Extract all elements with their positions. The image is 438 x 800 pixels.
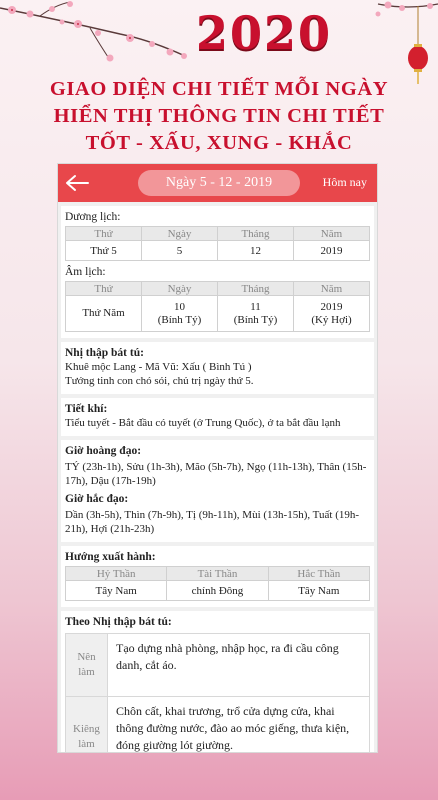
cherry-blossom-left-decoration — [0, 0, 190, 70]
date-selector-button[interactable]: Ngày 5 - 12 - 2019 — [138, 170, 300, 196]
lunar-header: Thứ — [66, 282, 142, 296]
hoang-dao-text: TÝ (23h-1h), Sửu (1h-3h), Mão (5h-7h), Ngọ (11h-13h), Thân (15h-17h), Dậu (17h-19h) — [65, 461, 367, 487]
hac-dao-text: Dần (3h-5h), Thìn (7h-9h), Tị (9h-11h), Mùi (13h-15h), Tuất (19h-21h), Hợi (21h-23h) — [65, 509, 360, 535]
solar-day: 5 — [142, 241, 218, 261]
solar-year: 2019 — [294, 241, 370, 261]
headline-line: GIAO DIỆN CHI TIẾT MỖI NGÀY — [49, 78, 389, 100]
lunar-year-value: 2019 — [320, 300, 343, 313]
tiet-khi-text: Tiểu tuyết - Bắt đầu có tuyết (ở Trung Quốc), ở ta bắt đầu lạnh — [65, 417, 341, 429]
lunar-month-value: 11 — [250, 300, 261, 313]
lunar-day-value: 10 — [174, 300, 185, 313]
lunar-month — [218, 296, 294, 332]
lunar-weekday-value: Thứ Năm — [82, 307, 125, 319]
kieng-lam-text: Chôn cất, khai trương, trổ cửa dựng cửa, khai thông đường nước, đào ao móc giếng, thưa kiện, đóng giường lót giường. — [116, 704, 350, 752]
solar-header: Ngày — [142, 227, 218, 241]
hoang-dao-title: Giờ hoàng đạo: — [65, 445, 142, 457]
lunar-header: Ngày — [142, 282, 218, 296]
lunar-month-canchi: (Bính Tý) — [233, 313, 278, 326]
huong-table — [65, 566, 370, 601]
solar-table — [65, 226, 370, 261]
lunar-weekday — [66, 296, 142, 332]
nen-lam-label-line: làm — [78, 666, 95, 678]
promo-headline — [0, 76, 438, 157]
headline-line: HIỂN THỊ THÔNG TIN CHI TIẾT — [53, 105, 385, 127]
theo-title: Theo Nhị thập bát tú: — [65, 616, 172, 628]
lunar-year-canchi: (Kỷ Hợi) — [311, 313, 352, 326]
app-screen — [57, 163, 378, 753]
huong-card — [61, 546, 374, 607]
nen-lam-row — [66, 634, 369, 696]
lunar-header: Tháng — [218, 282, 294, 296]
lunar-header: Năm — [294, 282, 370, 296]
solar-header: Tháng — [218, 227, 294, 241]
lunar-table — [65, 281, 370, 332]
headline-line: TỐT - XẤU, XUNG - KHẮC — [85, 132, 353, 154]
tai-than-value: chính Đông — [167, 581, 268, 601]
kieng-lam-label — [66, 697, 108, 753]
nhi-thap-title: Nhị thập bát tú: — [65, 347, 144, 359]
lunar-day — [142, 296, 218, 332]
nen-lam-text: Tạo dựng nhà phòng, nhập học, ra đi cầu công danh, cắt áo. — [116, 641, 339, 672]
day-detail-content[interactable] — [58, 202, 377, 753]
solar-weekday: Thứ 5 — [66, 241, 142, 261]
huong-header: Hỷ Thần — [66, 567, 167, 581]
huong-header: Tài Thần — [167, 567, 268, 581]
hac-than-value: Tây Nam — [268, 581, 369, 601]
solar-month: 12 — [218, 241, 294, 261]
nen-lam-label — [66, 634, 108, 696]
app-bar — [58, 164, 377, 202]
kieng-lam-row — [66, 696, 369, 753]
lunar-year — [294, 296, 370, 332]
lunar-day-canchi: (Bính Tý) — [157, 313, 202, 326]
nen-lam-label-line: Nên — [77, 651, 96, 663]
kieng-lam-label-line: Kiêng — [73, 722, 100, 735]
huong-header: Hắc Thần — [268, 567, 369, 581]
nhi-thap-line: Tướng tinh con chó sói, chủ trị ngày thứ 5. — [65, 375, 254, 387]
hy-than-value: Tây Nam — [66, 581, 167, 601]
theo-card — [61, 611, 374, 753]
hac-dao-title: Giờ hắc đạo: — [65, 493, 129, 505]
back-arrow-icon[interactable] — [64, 173, 90, 193]
calendar-card — [61, 206, 374, 338]
gio-card — [61, 440, 374, 542]
year-title: 2020 — [196, 6, 333, 60]
today-button[interactable]: Hôm nay — [322, 175, 367, 189]
kieng-lam-label-line: làm — [78, 737, 95, 750]
tiet-khi-title: Tiết khí: — [65, 403, 108, 415]
tiet-khi-card — [61, 398, 374, 436]
nhi-thap-line: Khuê mộc Lang - Mã Vũ: Xấu ( Bình Tú ) — [65, 361, 252, 373]
solar-header: Thứ — [66, 227, 142, 241]
solar-header: Năm — [294, 227, 370, 241]
nhi-thap-card — [61, 342, 374, 394]
lunar-title: Âm lịch: — [65, 266, 106, 278]
solar-title: Dương lịch: — [65, 211, 121, 223]
huong-title: Hướng xuất hành: — [65, 551, 156, 563]
theo-table — [65, 633, 370, 753]
